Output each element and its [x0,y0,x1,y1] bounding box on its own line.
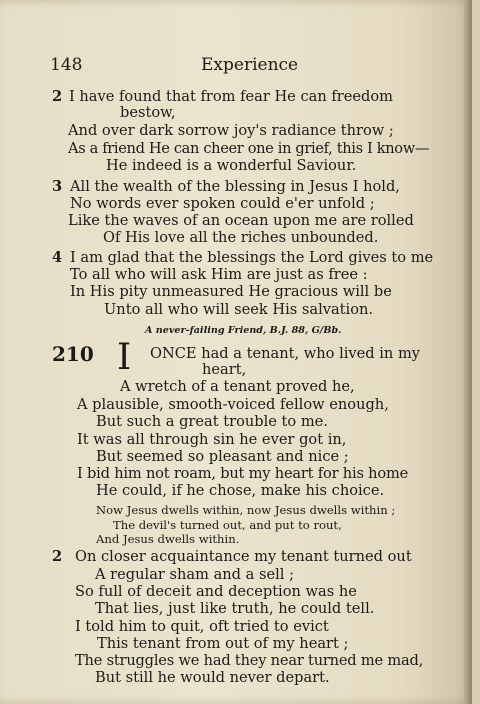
verse-line: As a friend He can cheer one in grief, this I know— [68,140,430,157]
verse-line: bestow, [120,104,176,121]
tune-credit: A never-failing Friend, B.J. 88, G/Bb. [145,325,342,336]
verse-line: Unto all who will seek His salvation. [104,301,374,318]
verse-line: He indeed is a wonderful Saviour. [106,157,357,174]
verse-line: A plausible, smooth-voiced fellow enough, [77,396,389,413]
verse-line: All the wealth of the blessing in Jesus I hold, [70,178,400,195]
verse-line: It was all through sin he ever got in, [77,431,347,448]
running-head: Experience [201,55,299,75]
verse-line: So full of deceit and deception was he [75,583,357,600]
verse-number: 2 [52,548,63,565]
verse-line: But seemed so pleasant and nice ; [96,448,349,465]
verse-line: But such a great trouble to me. [96,413,328,430]
verse-line: In His pity unmeasured He gracious will be [70,283,392,300]
verse-line: But still he would never depart. [95,669,330,686]
verse-number: 4 [52,249,63,266]
verse-line: I am glad that the blessings the Lord gives to me [70,249,434,266]
verse-line: That lies, just like truth, he could tell. [95,600,375,617]
chorus-line: And Jesus dwells within. [96,532,240,546]
verse-line: He could, if he chose, make his choice. [96,482,385,499]
verse-line: I have found that from fear He can freedom [69,88,393,105]
verse-line: To all who will ask Him are just as free : [70,266,368,283]
verse-line: ONCE had a tenant, who lived in my [150,345,421,362]
drop-cap: I [117,337,132,378]
verse-line: Like the waves of an ocean upon me are rolled [68,212,414,229]
verse-line: heart, [202,361,247,378]
book-spine-edge [464,0,472,704]
verse-line: Of His love all the riches unbounded. [103,229,379,246]
verse-number: 3 [52,178,63,195]
verse-line: And over dark sorrow joy's radiance throw ; [68,122,394,139]
verse-line: I told him to quit, oft tried to evict [75,618,329,635]
page-number: 148 [50,55,83,75]
chorus-line: The devil's turned out, and put to rout, [113,518,342,532]
verse-line: On closer acquaintance my tenant turned out [75,548,412,565]
verse-line: A regular sham and a sell ; [95,566,295,583]
verse-line: No words ever spoken could e'er unfold ; [70,195,375,212]
verse-line: This tenant from out of my heart ; [97,635,349,652]
verse-line: I bid him not roam, but my heart for his home [77,465,409,482]
chorus-line: Now Jesus dwells within, now Jesus dwells within ; [96,503,396,517]
verse-line: A wretch of a tenant proved he, [120,378,355,395]
verse-line: The struggles we had they near turned me mad, [75,652,424,669]
hymn-number: 210 [52,342,94,366]
verse-number: 2 [52,88,63,105]
